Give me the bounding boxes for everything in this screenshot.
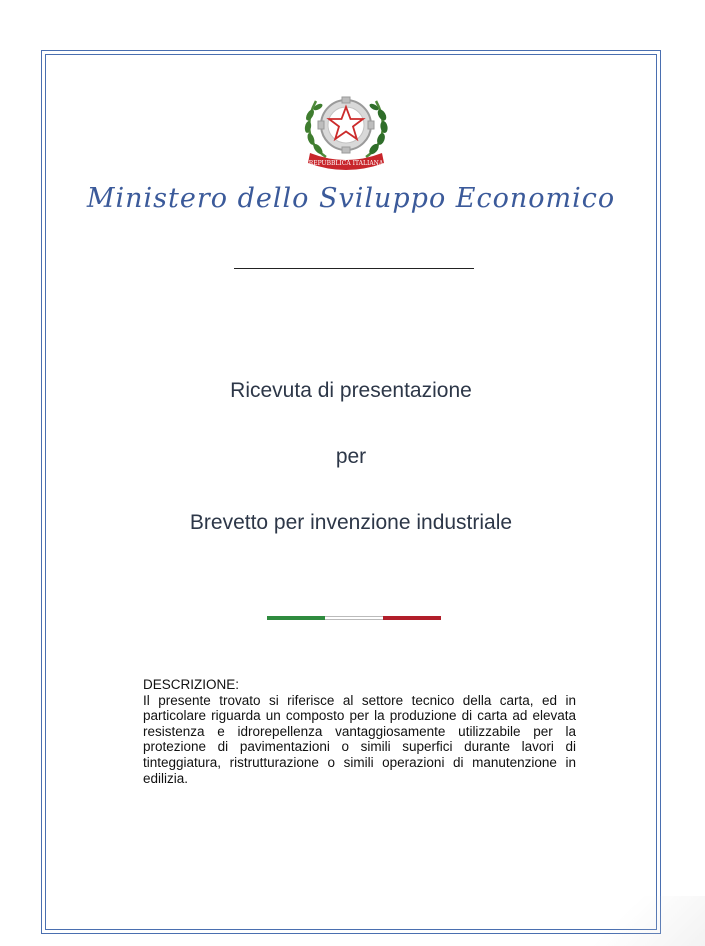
document-title-connector: per <box>335 445 367 468</box>
italian-flag-divider <box>267 616 441 620</box>
flag-red-stripe <box>383 616 441 620</box>
page-frame-inner <box>45 54 657 930</box>
flag-green-stripe <box>267 616 325 620</box>
ministry-name: Ministero dello Sviluppo Economico <box>86 183 616 214</box>
page-corner-shadow <box>565 896 705 946</box>
description-label: DESCRIZIONE: <box>143 677 240 692</box>
flag-white-stripe <box>325 616 383 620</box>
header-divider <box>234 268 474 269</box>
emblem-ribbon-text: REPUBBLICA ITALIANA <box>308 160 384 167</box>
description-text: Il presente trovato si riferisce al settore tecnico della carta, ed in particolare riguarda un composto per la produzione di carta ad elevata resistenza e idrorepellenza vantaggiosamente utilizzabile per la protezione di pavimentazioni o simili superfici durante lavori di tinteggiatura, ristrutturazione o simili operazioni di manutenzione in edilizia. <box>143 692 576 786</box>
italian-republic-emblem-icon <box>296 85 396 171</box>
description-section <box>143 677 576 786</box>
page-frame <box>41 50 661 934</box>
document-title: Ricevuta di presentazione <box>230 379 472 402</box>
document-subtitle: Brevetto per invenzione industriale <box>189 511 513 534</box>
